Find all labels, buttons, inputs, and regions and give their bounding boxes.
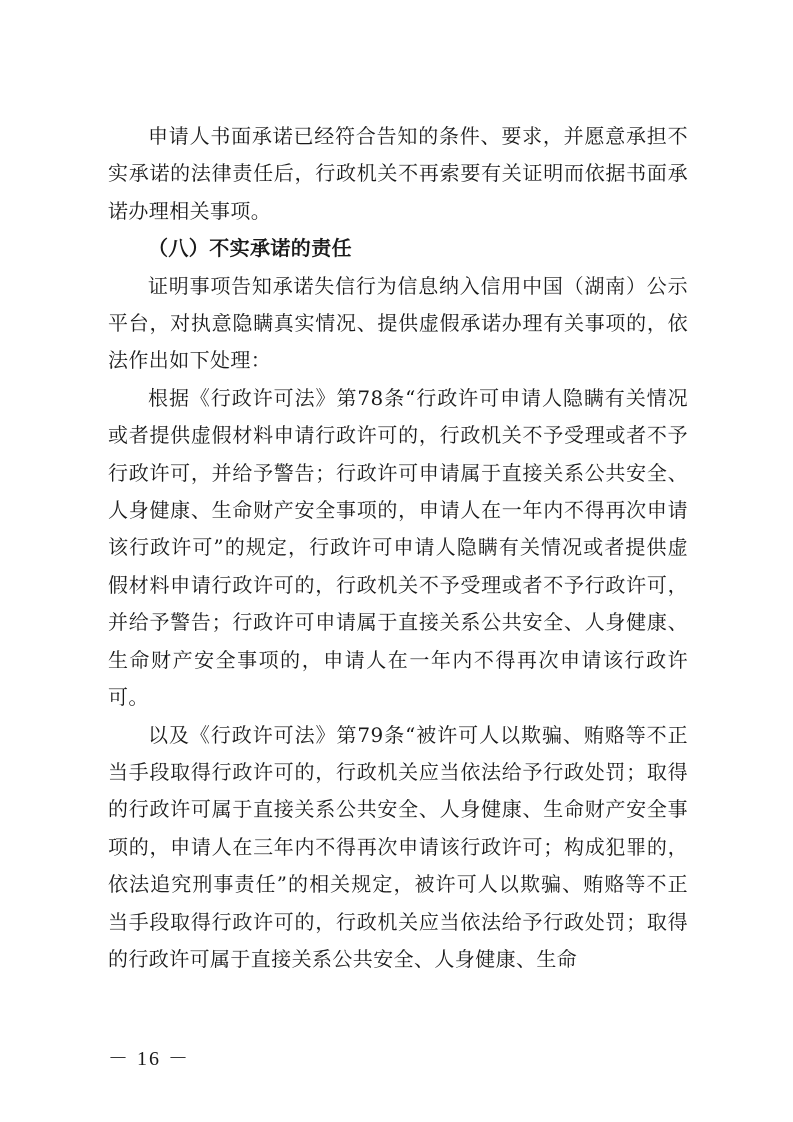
paragraph-article-78: 根据《行政许可法》第78条“行政许可申请人隐瞒有关情况或者提供虚假材料申请行政许可的，行政机关不予受理或者不予行政许可，并给予警告；行政许可申请属于直接关系公共安全、人身健康、生命财产安全事项的，申请人在一年内不得再次申请该行政许可”的规定，行政许可申请人隐瞒有关情况或者提供虚假材料申请行政许可的，行政机关不予受理或者不予行政许可，并给予警告；行政许可申请属于直接关系公共安全、人身健康、生命财产安全事项的，申请人在一年内不得再次申请该行政许可。 [108, 385, 688, 710]
page-number: － 16 － [108, 1048, 190, 1070]
paragraph-commitment: 申请人书面承诺已经符合告知的条件、要求，并愿意承担不实承诺的法律责任后，行政机关不再索要有关证明而依据书面承诺办理相关事项。 [108, 124, 688, 223]
paragraph-credit-platform: 证明事项告知承诺失信行为信息纳入信用中国（湖南）公示平台，对执意隐瞒真实情况、提供虚假承诺办理有关事项的，依法作出如下处理： [108, 273, 688, 373]
section-heading-false-commitment-liability: （八）不实承诺的责任 [148, 236, 352, 261]
document-body [108, 118, 688, 978]
paragraph-article-79: 以及《行政许可法》第79条“被许可人以欺骗、贿赂等不正当手段取得行政许可的，行政机关应当依法给予行政处罚；取得的行政许可属于直接关系公共安全、人身健康、生命财产安全事项的，申请人在三年内不得再次申请该行政许可；构成犯罪的，依法追究刑事责任”的相关规定，被许可人以欺骗、贿赂等不正当手段取得行政许可的，行政机关应当依法给予行政处罚；取得的行政许可属于直接关系公共安全、人身健康、生命 [108, 722, 688, 971]
